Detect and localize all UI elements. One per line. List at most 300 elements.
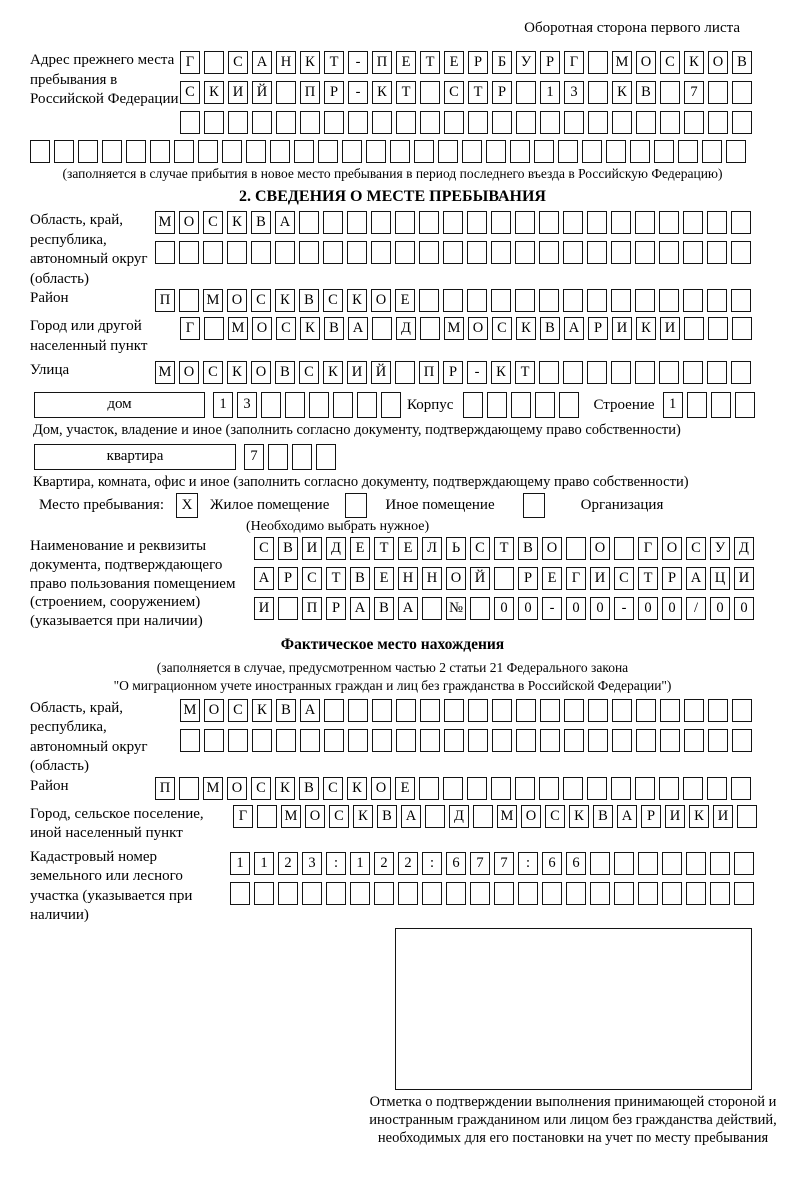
char-box[interactable] — [342, 140, 362, 163]
char-box[interactable] — [443, 289, 463, 312]
char-box[interactable] — [660, 81, 680, 104]
char-box[interactable] — [491, 777, 511, 800]
char-box[interactable] — [638, 882, 658, 905]
char-box[interactable]: П — [302, 597, 322, 620]
char-box[interactable] — [711, 392, 731, 418]
char-box[interactable]: А — [348, 317, 368, 340]
char-box[interactable] — [678, 140, 698, 163]
char-box[interactable] — [660, 699, 680, 722]
char-box[interactable] — [635, 777, 655, 800]
char-box[interactable]: А — [275, 211, 295, 234]
char-box[interactable]: Г — [233, 805, 253, 828]
char-box[interactable] — [732, 699, 752, 722]
char-box[interactable] — [587, 361, 607, 384]
char-box[interactable]: 0 — [734, 597, 754, 620]
char-box[interactable]: 3 — [564, 81, 584, 104]
char-box[interactable]: Т — [326, 567, 346, 590]
char-box[interactable] — [590, 882, 610, 905]
char-box[interactable]: Т — [374, 537, 394, 560]
char-box[interactable] — [540, 699, 560, 722]
prev-address-row-2[interactable] — [180, 81, 752, 104]
korpus-cells[interactable] — [463, 392, 579, 418]
char-box[interactable] — [470, 597, 490, 620]
char-box[interactable] — [467, 777, 487, 800]
char-box[interactable] — [174, 140, 194, 163]
char-box[interactable] — [662, 882, 682, 905]
char-box[interactable]: С — [302, 567, 322, 590]
char-box[interactable]: К — [252, 699, 272, 722]
char-box[interactable]: 1 — [230, 852, 250, 875]
char-box[interactable] — [126, 140, 146, 163]
char-box[interactable] — [323, 211, 343, 234]
char-box[interactable] — [446, 882, 466, 905]
char-box[interactable] — [735, 392, 755, 418]
char-box[interactable] — [540, 729, 560, 752]
char-box[interactable]: С — [276, 317, 296, 340]
char-box[interactable]: С — [545, 805, 565, 828]
char-box[interactable]: Т — [638, 567, 658, 590]
char-box[interactable]: 0 — [638, 597, 658, 620]
char-box[interactable]: Е — [395, 777, 415, 800]
char-box[interactable]: К — [353, 805, 373, 828]
char-box[interactable]: 7 — [684, 81, 704, 104]
char-box[interactable]: 1 — [663, 392, 683, 418]
char-box[interactable] — [324, 729, 344, 752]
char-box[interactable] — [587, 211, 607, 234]
char-box[interactable] — [257, 805, 277, 828]
char-box[interactable] — [180, 111, 200, 134]
char-box[interactable] — [179, 777, 199, 800]
char-box[interactable] — [731, 289, 751, 312]
char-box[interactable] — [227, 241, 247, 264]
char-box[interactable] — [659, 289, 679, 312]
char-box[interactable] — [611, 241, 631, 264]
char-box[interactable]: О — [305, 805, 325, 828]
char-box[interactable] — [350, 882, 370, 905]
char-box[interactable] — [734, 882, 754, 905]
char-box[interactable] — [326, 882, 346, 905]
char-box[interactable] — [588, 51, 608, 74]
char-box[interactable] — [324, 111, 344, 134]
char-box[interactable]: К — [275, 777, 295, 800]
char-box[interactable] — [515, 289, 535, 312]
char-box[interactable]: И — [347, 361, 367, 384]
char-box[interactable]: К — [227, 361, 247, 384]
char-box[interactable] — [534, 140, 554, 163]
char-box[interactable]: 6 — [542, 852, 562, 875]
stay-type-checkbox-organization[interactable] — [523, 493, 545, 518]
char-box[interactable]: И — [302, 537, 322, 560]
char-box[interactable]: И — [228, 81, 248, 104]
char-box[interactable]: - — [614, 597, 634, 620]
char-box[interactable]: 1 — [350, 852, 370, 875]
char-box[interactable] — [614, 882, 634, 905]
char-box[interactable] — [467, 211, 487, 234]
char-box[interactable] — [323, 241, 343, 264]
char-box[interactable] — [539, 211, 559, 234]
char-box[interactable] — [470, 882, 490, 905]
actual-city-row[interactable] — [233, 805, 757, 828]
char-box[interactable] — [492, 699, 512, 722]
char-box[interactable]: А — [686, 567, 706, 590]
char-box[interactable] — [468, 699, 488, 722]
char-box[interactable]: 0 — [590, 597, 610, 620]
char-box[interactable] — [687, 392, 707, 418]
char-box[interactable]: В — [299, 289, 319, 312]
char-box[interactable] — [726, 140, 746, 163]
char-box[interactable] — [731, 241, 751, 264]
char-box[interactable]: В — [350, 567, 370, 590]
char-box[interactable]: А — [300, 699, 320, 722]
char-box[interactable] — [708, 699, 728, 722]
char-box[interactable] — [492, 729, 512, 752]
char-box[interactable] — [588, 111, 608, 134]
char-box[interactable] — [732, 111, 752, 134]
char-box[interactable] — [612, 729, 632, 752]
char-box[interactable] — [78, 140, 98, 163]
char-box[interactable] — [309, 392, 329, 418]
char-box[interactable] — [230, 882, 250, 905]
char-box[interactable]: И — [254, 597, 274, 620]
stay-type-checkbox-residential[interactable]: X — [176, 493, 198, 518]
char-box[interactable]: К — [300, 51, 320, 74]
char-box[interactable]: Р — [662, 567, 682, 590]
char-box[interactable] — [494, 567, 514, 590]
char-box[interactable]: Р — [468, 51, 488, 74]
char-box[interactable]: Д — [734, 537, 754, 560]
char-box[interactable] — [462, 140, 482, 163]
char-box[interactable] — [422, 882, 442, 905]
char-box[interactable]: Р — [518, 567, 538, 590]
char-box[interactable]: Е — [398, 537, 418, 560]
char-box[interactable] — [518, 882, 538, 905]
char-box[interactable] — [374, 882, 394, 905]
char-box[interactable] — [204, 729, 224, 752]
char-box[interactable]: С — [470, 537, 490, 560]
char-box[interactable] — [515, 777, 535, 800]
prev-address-row-4[interactable] — [30, 140, 755, 163]
char-box[interactable] — [542, 882, 562, 905]
char-box[interactable]: Т — [324, 51, 344, 74]
char-box[interactable] — [491, 211, 511, 234]
char-box[interactable] — [684, 699, 704, 722]
char-box[interactable] — [204, 111, 224, 134]
char-box[interactable] — [252, 111, 272, 134]
char-box[interactable]: М — [155, 361, 175, 384]
char-box[interactable]: О — [251, 361, 271, 384]
char-box[interactable]: М — [281, 805, 301, 828]
char-box[interactable] — [292, 444, 312, 470]
char-box[interactable] — [395, 211, 415, 234]
char-box[interactable]: И — [713, 805, 733, 828]
char-box[interactable]: О — [636, 51, 656, 74]
char-box[interactable]: И — [660, 317, 680, 340]
char-box[interactable] — [357, 392, 377, 418]
char-box[interactable]: Т — [468, 81, 488, 104]
char-box[interactable]: О — [371, 289, 391, 312]
char-box[interactable]: С — [686, 537, 706, 560]
char-box[interactable]: Р — [540, 51, 560, 74]
char-box[interactable]: О — [371, 777, 391, 800]
char-box[interactable] — [278, 597, 298, 620]
char-box[interactable]: М — [155, 211, 175, 234]
char-box[interactable]: 2 — [398, 852, 418, 875]
char-box[interactable]: Т — [515, 361, 535, 384]
char-box[interactable]: С — [251, 289, 271, 312]
char-box[interactable] — [590, 852, 610, 875]
char-box[interactable] — [539, 289, 559, 312]
char-box[interactable]: Й — [470, 567, 490, 590]
char-box[interactable]: Е — [396, 51, 416, 74]
char-box[interactable] — [558, 140, 578, 163]
char-box[interactable] — [587, 289, 607, 312]
char-box[interactable] — [683, 241, 703, 264]
char-box[interactable] — [683, 777, 703, 800]
region-row-1[interactable] — [155, 211, 751, 234]
char-box[interactable] — [419, 289, 439, 312]
char-box[interactable] — [102, 140, 122, 163]
char-box[interactable]: 3 — [237, 392, 257, 418]
char-box[interactable] — [468, 729, 488, 752]
char-box[interactable]: : — [326, 852, 346, 875]
char-box[interactable]: С — [323, 777, 343, 800]
char-box[interactable]: Б — [492, 51, 512, 74]
char-box[interactable] — [372, 729, 392, 752]
char-box[interactable] — [30, 140, 50, 163]
char-box[interactable] — [707, 777, 727, 800]
char-box[interactable] — [516, 729, 536, 752]
char-box[interactable] — [180, 729, 200, 752]
char-box[interactable]: К — [372, 81, 392, 104]
char-box[interactable] — [516, 81, 536, 104]
char-box[interactable] — [396, 729, 416, 752]
char-box[interactable] — [635, 241, 655, 264]
char-box[interactable] — [708, 111, 728, 134]
char-box[interactable] — [443, 211, 463, 234]
char-box[interactable]: С — [299, 361, 319, 384]
char-box[interactable]: - — [542, 597, 562, 620]
char-box[interactable]: К — [204, 81, 224, 104]
char-box[interactable] — [492, 111, 512, 134]
char-box[interactable] — [732, 729, 752, 752]
char-box[interactable] — [659, 361, 679, 384]
char-box[interactable]: Г — [638, 537, 658, 560]
char-box[interactable] — [54, 140, 74, 163]
char-box[interactable]: И — [612, 317, 632, 340]
char-box[interactable] — [612, 699, 632, 722]
document-row-2[interactable] — [254, 567, 754, 590]
char-box[interactable]: О — [468, 317, 488, 340]
apartment-field-box[interactable]: квартира — [34, 444, 236, 470]
char-box[interactable] — [563, 777, 583, 800]
char-box[interactable]: С — [203, 361, 223, 384]
char-box[interactable]: М — [180, 699, 200, 722]
char-box[interactable] — [318, 140, 338, 163]
char-box[interactable] — [588, 81, 608, 104]
char-box[interactable]: О — [446, 567, 466, 590]
char-box[interactable]: К — [227, 211, 247, 234]
char-box[interactable]: Г — [564, 51, 584, 74]
char-box[interactable] — [659, 777, 679, 800]
char-box[interactable]: / — [686, 597, 706, 620]
char-box[interactable] — [539, 777, 559, 800]
char-box[interactable] — [635, 361, 655, 384]
char-box[interactable] — [636, 111, 656, 134]
char-box[interactable]: К — [684, 51, 704, 74]
apartment-cells[interactable] — [244, 444, 336, 470]
char-box[interactable]: А — [398, 597, 418, 620]
char-box[interactable] — [491, 289, 511, 312]
char-box[interactable]: С — [203, 211, 223, 234]
char-box[interactable] — [731, 777, 751, 800]
char-box[interactable] — [587, 241, 607, 264]
char-box[interactable]: В — [377, 805, 397, 828]
char-box[interactable] — [494, 882, 514, 905]
actual-region-row-1[interactable] — [180, 699, 752, 722]
char-box[interactable]: В — [299, 777, 319, 800]
char-box[interactable]: О — [708, 51, 728, 74]
char-box[interactable] — [486, 140, 506, 163]
char-box[interactable] — [348, 729, 368, 752]
char-box[interactable] — [324, 699, 344, 722]
char-box[interactable]: С — [180, 81, 200, 104]
char-box[interactable] — [468, 111, 488, 134]
char-box[interactable]: А — [564, 317, 584, 340]
char-box[interactable]: В — [374, 597, 394, 620]
char-box[interactable] — [396, 111, 416, 134]
char-box[interactable]: Ц — [710, 567, 730, 590]
char-box[interactable]: У — [516, 51, 536, 74]
char-box[interactable]: 0 — [518, 597, 538, 620]
char-box[interactable] — [150, 140, 170, 163]
char-box[interactable] — [203, 241, 223, 264]
char-box[interactable] — [300, 729, 320, 752]
char-box[interactable]: Р — [278, 567, 298, 590]
char-box[interactable] — [702, 140, 722, 163]
char-box[interactable]: С — [251, 777, 271, 800]
char-box[interactable] — [372, 699, 392, 722]
char-box[interactable] — [732, 317, 752, 340]
char-box[interactable]: В — [636, 81, 656, 104]
char-box[interactable] — [683, 211, 703, 234]
char-box[interactable]: М — [444, 317, 464, 340]
char-box[interactable] — [420, 317, 440, 340]
char-box[interactable]: К — [300, 317, 320, 340]
char-box[interactable]: П — [419, 361, 439, 384]
char-box[interactable] — [276, 729, 296, 752]
char-box[interactable]: 7 — [494, 852, 514, 875]
char-box[interactable] — [582, 140, 602, 163]
char-box[interactable] — [422, 597, 442, 620]
region-row-2[interactable] — [155, 241, 751, 264]
actual-district-row[interactable] — [155, 777, 751, 800]
char-box[interactable] — [684, 317, 704, 340]
char-box[interactable]: С — [228, 51, 248, 74]
char-box[interactable] — [347, 211, 367, 234]
char-box[interactable]: У — [710, 537, 730, 560]
cadastral-row-2[interactable] — [230, 882, 754, 905]
char-box[interactable]: 1 — [540, 81, 560, 104]
char-box[interactable] — [707, 289, 727, 312]
document-row-3[interactable] — [254, 597, 754, 620]
char-box[interactable]: И — [590, 567, 610, 590]
char-box[interactable]: 7 — [244, 444, 264, 470]
char-box[interactable] — [535, 392, 555, 418]
char-box[interactable] — [252, 729, 272, 752]
char-box[interactable] — [396, 699, 416, 722]
char-box[interactable] — [606, 140, 626, 163]
char-box[interactable] — [348, 111, 368, 134]
char-box[interactable] — [515, 211, 535, 234]
char-box[interactable]: С — [492, 317, 512, 340]
char-box[interactable] — [707, 361, 727, 384]
char-box[interactable]: О — [252, 317, 272, 340]
char-box[interactable]: П — [155, 289, 175, 312]
char-box[interactable]: - — [348, 81, 368, 104]
char-box[interactable] — [659, 211, 679, 234]
char-box[interactable] — [708, 729, 728, 752]
char-box[interactable]: Р — [443, 361, 463, 384]
street-row[interactable] — [155, 361, 751, 384]
char-box[interactable] — [419, 777, 439, 800]
char-box[interactable] — [611, 289, 631, 312]
char-box[interactable] — [438, 140, 458, 163]
char-box[interactable] — [204, 51, 224, 74]
char-box[interactable] — [516, 111, 536, 134]
char-box[interactable] — [155, 241, 175, 264]
char-box[interactable] — [731, 361, 751, 384]
char-box[interactable] — [444, 729, 464, 752]
char-box[interactable] — [660, 111, 680, 134]
char-box[interactable]: Н — [422, 567, 442, 590]
stay-type-checkbox-other[interactable] — [345, 493, 367, 518]
char-box[interactable] — [588, 699, 608, 722]
char-box[interactable] — [539, 241, 559, 264]
char-box[interactable]: К — [636, 317, 656, 340]
city-row[interactable] — [180, 317, 752, 340]
char-box[interactable] — [261, 392, 281, 418]
char-box[interactable] — [731, 211, 751, 234]
char-box[interactable] — [686, 852, 706, 875]
char-box[interactable]: И — [665, 805, 685, 828]
char-box[interactable]: О — [227, 289, 247, 312]
char-box[interactable]: 6 — [446, 852, 466, 875]
char-box[interactable] — [390, 140, 410, 163]
char-box[interactable]: Р — [588, 317, 608, 340]
char-box[interactable]: Т — [420, 51, 440, 74]
char-box[interactable] — [630, 140, 650, 163]
char-box[interactable] — [491, 241, 511, 264]
char-box[interactable]: Н — [276, 51, 296, 74]
char-box[interactable]: Р — [641, 805, 661, 828]
char-box[interactable]: С — [228, 699, 248, 722]
char-box[interactable]: О — [590, 537, 610, 560]
char-box[interactable]: К — [323, 361, 343, 384]
char-box[interactable]: 1 — [254, 852, 274, 875]
char-box[interactable] — [347, 241, 367, 264]
char-box[interactable] — [300, 111, 320, 134]
char-box[interactable]: Е — [444, 51, 464, 74]
char-box[interactable] — [707, 211, 727, 234]
char-box[interactable] — [395, 361, 415, 384]
char-box[interactable] — [635, 211, 655, 234]
char-box[interactable] — [540, 111, 560, 134]
char-box[interactable] — [348, 699, 368, 722]
char-box[interactable]: А — [401, 805, 421, 828]
char-box[interactable] — [275, 241, 295, 264]
stroenie-cells[interactable] — [663, 392, 755, 418]
char-box[interactable] — [611, 777, 631, 800]
